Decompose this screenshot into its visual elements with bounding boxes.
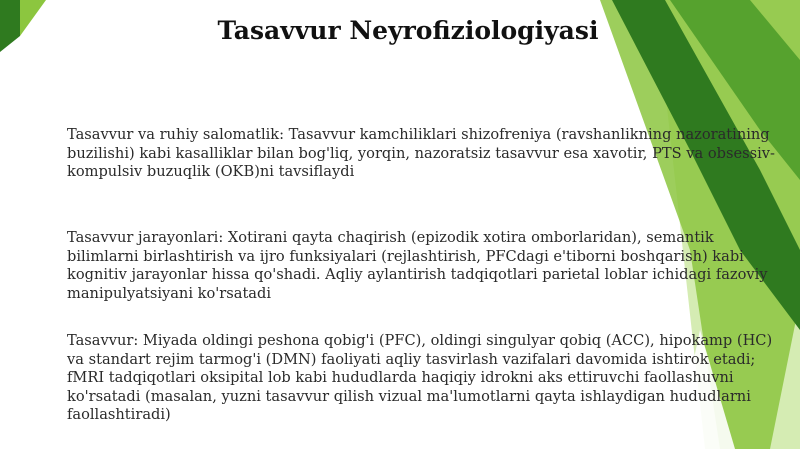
paragraph-imagination-processes: Tasavvur jarayonlari: Xotirani qayta chaqirish (epizodik xotira omborlaridan), semantik bilimlarni birlashtirish va ijro funksiyalari (rejlashtirish, PFCdagi e'tiborni boshqarish) kabi kognitiv jarayonlar hissa qo'shadi. Aqliy aylantirish tadqiqotlari parietal loblar ichidagi fazoviy manipulyatsiyani ko'rsatadi [67,229,768,302]
paragraph-mental-health: Tasavvur va ruhiy salomatlik: Tasavvur kamchiliklari shizofreniya (ravshanlikning nazoratining buzilishi) kabi kasalliklar bilan bog'liq, yorqin, nazoratsiz tasavvur esa xavotir, PTS va obsessiv-kompulsiv buzuqlik (OKB)ni tavsiflaydi [67,126,775,181]
paragraph-brain-regions: Tasavvur: Miyada oldingi peshona qobig'i (PFC), oldingi singulyar qobiq (ACC), hipokamp (HC) va standart rejim tarmog'i (DMN) faoliyati aqliy tasvirlash vazifalari davomida ishtirok etadi; fMRI tadqiqotlari oksipital lob kabi hududlarda haqiqiy idrokni aks ettiruvchi faollashuvni ko'rsatadi (masalan, yuzni tasavvur qilish vizual ma'lumotlarni qayta ishlaydigan hududlarni faollashtiradi) [67,332,773,424]
slide-title: Tasavvur Neyrofiziologiyasi [217,16,599,45]
